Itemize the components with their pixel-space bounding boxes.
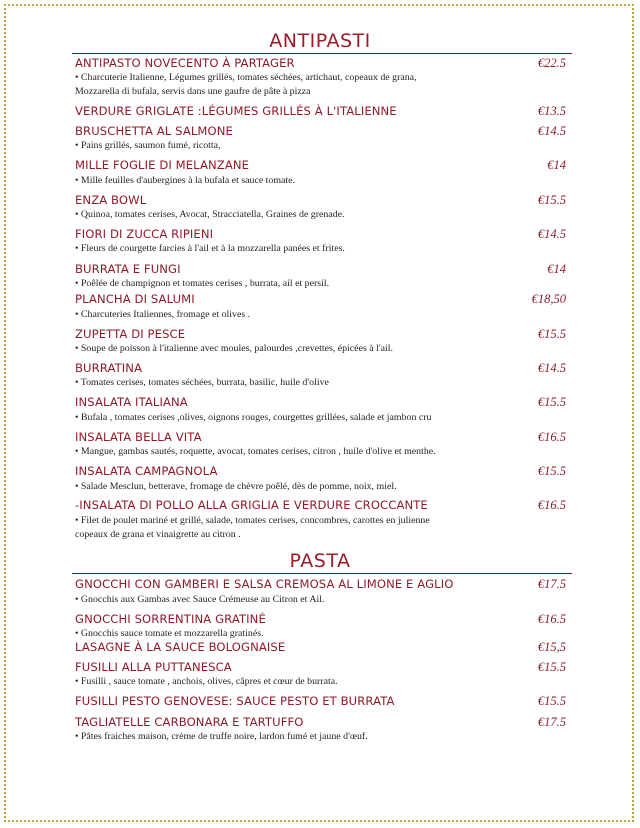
item-description: • Quinoa, tomates cerises, Avocat, Stracciatella, Graines de grenade. (75, 209, 345, 220)
item-name: FUSILLI PESTO GENOVESE: SAUCE PESTO ET BURRATA (75, 694, 395, 708)
item-name: VERDURE GRIGLATE :LÉGUMES GRILLÉS À L'ITALIENNE (75, 104, 397, 118)
item-price: €17.5 (537, 715, 566, 729)
item-description: copeaux de grana et vinaigrette au citron . (75, 529, 241, 540)
item-description: • Charcuteries Italiennes, fromage et olives . (75, 309, 251, 320)
item-name: ENZA BOWL (75, 193, 147, 207)
item-price: €13.5 (537, 104, 566, 118)
item-price: €16.5 (537, 430, 566, 444)
item-name: MILLE FOGLIE DI MELANZANE (75, 158, 250, 172)
item-name: INSALATA BELLA VITA (75, 430, 202, 444)
item-price: €22.5 (537, 56, 566, 70)
item-description: • Pains grillés, saumon fumé, ricotta, (75, 140, 221, 151)
item-price: €16.5 (537, 612, 566, 626)
item-price: €15.5 (537, 660, 566, 674)
item-description: • Fleurs de courgette farcies à l'ail et à la mozzarella panées et frites. (75, 243, 345, 254)
item-price: €15.5 (537, 694, 566, 708)
item-description: • Bufala , tomates cerises ,olives, oignons rouges, courgettes grillées, salade et jambon cru (75, 412, 432, 423)
item-name: BURRATINA (75, 361, 143, 375)
item-description: Mozzarella di bufala, servis dans une gaufre de pâte à pizza (75, 86, 311, 97)
section-title-pasta: PASTA (289, 550, 351, 572)
item-price: €15.5 (537, 193, 566, 207)
item-name: FIORI DI ZUCCA RIPIENI (75, 227, 214, 241)
item-name: ANTIPASTO NOVECENTO À PARTAGER (75, 56, 295, 70)
item-name: INSALATA CAMPAGNOLA (75, 464, 218, 478)
item-description: • Poêlée de champignon et tomates cerises , burrata, ail et persil. (75, 278, 330, 289)
item-description: • Mangue, gambas sautés, roquette, avocat, tomates cerises, citron , huile d'olive et menthe. (75, 446, 436, 457)
item-description: • Soupe de poisson à l'italienne avec moules, palourdes ,crevettes, épicées à l'ail. (75, 343, 393, 354)
item-description: • Fusilli , sauce tomate , anchois, olives, câpres et cœur de burrata. (75, 676, 338, 687)
item-description: • Filet de poulet mariné et grillé, salade, tomates cerises, concombres, carottes en julienne (75, 515, 430, 526)
item-name: GNOCCHI CON GAMBERI E SALSA CREMOSA AL LIMONE E AGLIO (75, 577, 454, 591)
item-description: • Tomates cerises, tomates séchées, burrata, basilic, huile d'olive (75, 377, 329, 388)
item-name: -INSALATA DI POLLO ALLA GRIGLIA E VERDURE CROCCANTE (75, 498, 428, 512)
item-price: €14.5 (537, 361, 566, 375)
item-price: €14.5 (537, 227, 566, 241)
item-price: €14.5 (537, 124, 566, 138)
item-name: LASAGNE À LA SAUCE BOLOGNAISE (75, 640, 286, 654)
item-name: PLANCHA DI SALUMI (75, 292, 195, 306)
item-price: €15.5 (537, 464, 566, 478)
item-price: €16.5 (537, 498, 566, 512)
item-description: • Gnocchis aux Gambas avec Sauce Crémeuse au Citron et Ail. (75, 594, 325, 605)
item-price: €17.5 (537, 577, 566, 591)
item-price: €15,5 (537, 640, 566, 654)
item-description: • Charcuterie Italienne, Légumes grillés, tomates séchées, artichaut, copeaux de grana, (75, 72, 417, 83)
item-price: €15.5 (537, 395, 566, 409)
item-name: BRUSCHETTA AL SALMONE (75, 124, 233, 138)
item-price: €18,50 (531, 292, 566, 306)
item-description: • Pâtes fraiches maison, crème de truffe noire, lardon fumé et jaune d'œuf. (75, 731, 368, 742)
item-description: • Mille feuilles d'aubergines à la bufala et sauce tomate. (75, 175, 296, 186)
item-price: €14 (547, 262, 566, 276)
item-price: €15.5 (537, 327, 566, 341)
item-name: BURRATA E FUNGI (75, 262, 181, 276)
section-divider (72, 53, 572, 54)
item-name: ZUPETTA DI PESCE (75, 327, 186, 341)
item-name: GNOCCHI SORRENTINA GRATINÉ (75, 612, 266, 626)
section-title-antipasti: ANTIPASTI (269, 30, 371, 52)
item-name: TAGLIATELLE CARBONARA E TARTUFFO (75, 715, 304, 729)
item-name: FUSILLI ALLA PUTTANESCA (75, 660, 232, 674)
item-description: • Gnocchis sauce tomate et mozzarella gratinés. (75, 628, 264, 639)
section-divider (72, 573, 572, 574)
item-description: • Salade Mesclun, betterave, fromage de chèvre poêlé, dès de pomme, noix, miel. (75, 481, 397, 492)
item-price: €14 (547, 158, 566, 172)
item-name: INSALATA ITALIANA (75, 395, 188, 409)
